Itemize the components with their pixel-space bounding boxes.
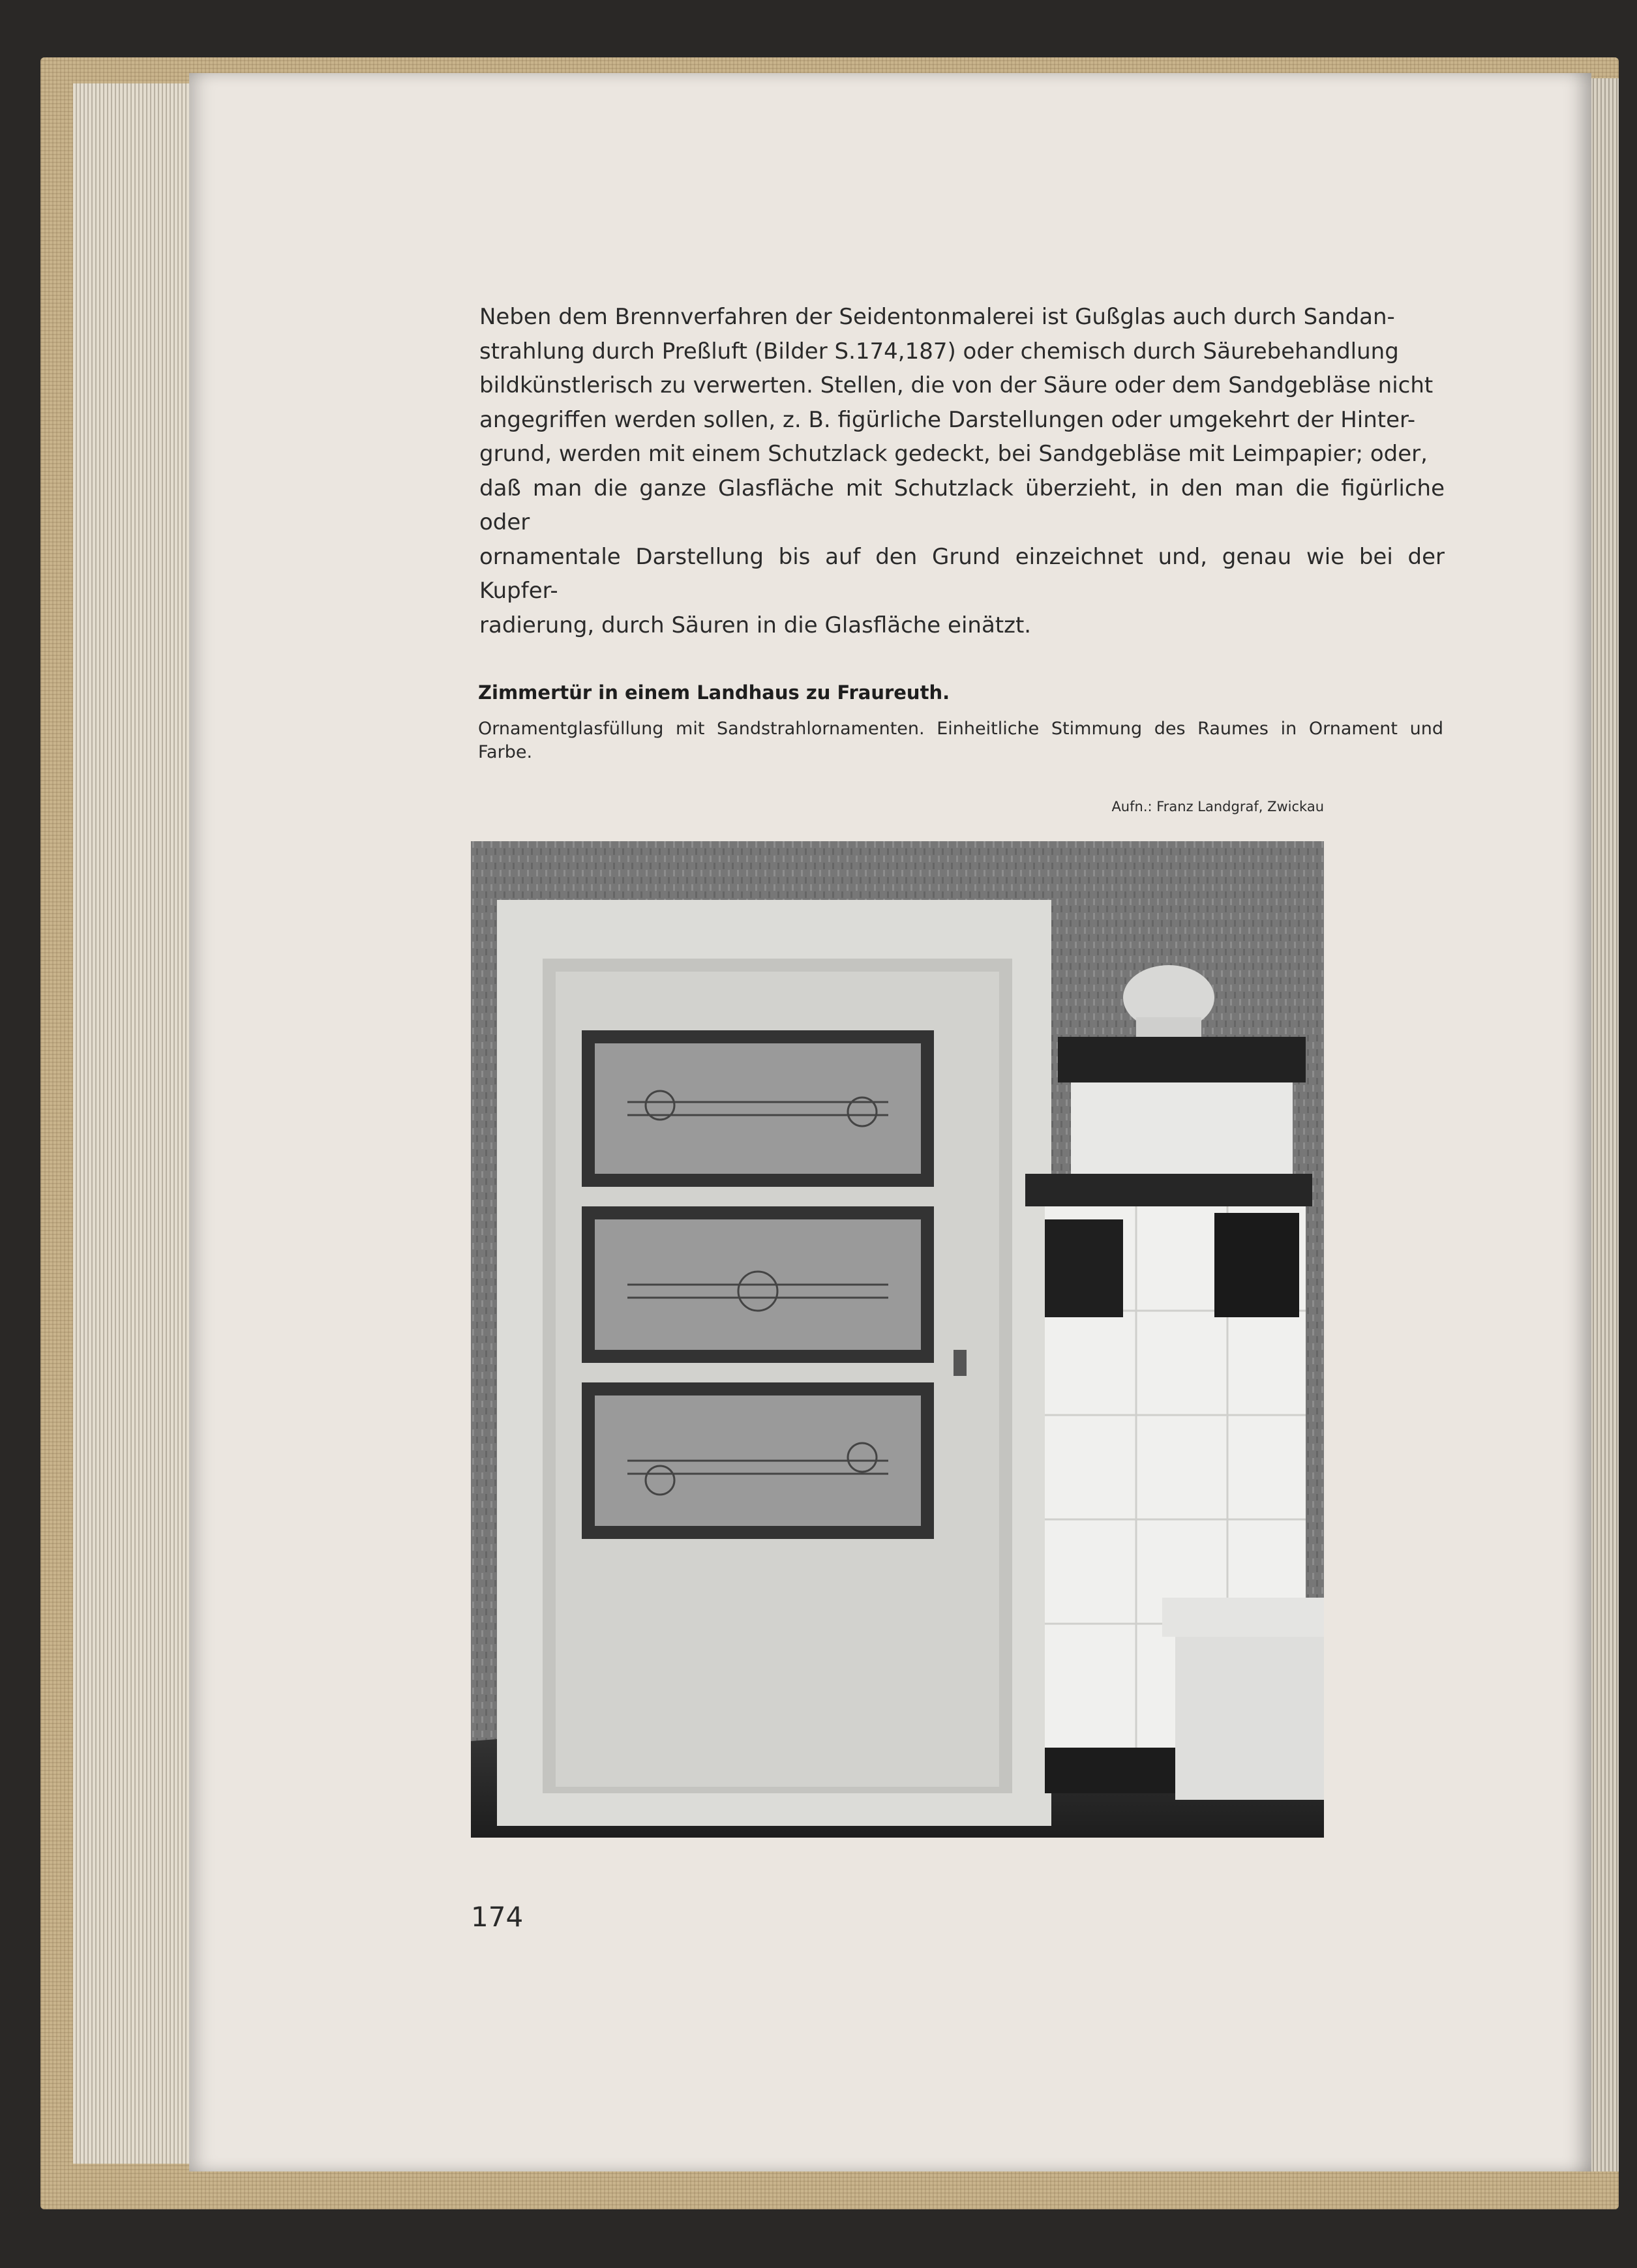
- body-line: radierung, durch Säuren in die Glasfläche einätzt.: [479, 612, 1032, 638]
- body-line: grund, werden mit einem Schutzlack gedeckt, bei Sandgebläse mit Leimpapier; oder,: [479, 441, 1428, 467]
- page-number: 174: [471, 1901, 524, 1933]
- photo-door-interior: [471, 841, 1324, 1838]
- body-line: strahlung durch Preßluft (Bilder S.174,187) oder chemisch durch Säurebehandlung: [479, 338, 1399, 365]
- body-line: angegriffen werden sollen, z. B. figürliche Darstellungen oder umgekehrt der Hinter-: [479, 406, 1416, 433]
- body-line: daß man die ganze Glasfläche mit Schutzlack überzieht, in den man die figürliche oder: [479, 475, 1445, 535]
- body-paragraph: [479, 300, 1445, 642]
- page-edges-left: [73, 83, 190, 2164]
- photo-illustration: [471, 841, 1324, 1838]
- body-line: ornamentale Darstellung bis auf den Grund einzeichnet und, genau wie bei der Kupfer-: [479, 543, 1445, 604]
- photo-credit: Aufn.: Franz Landgraf, Zwickau: [1111, 799, 1324, 814]
- body-line: bildkünstlerisch zu verwerten. Stellen, die von der Säure oder dem Sandgebläse nicht: [479, 372, 1434, 398]
- body-line: Neben dem Brennverfahren der Seidentonmalerei ist Gußglas auch durch Sandan-: [479, 304, 1395, 330]
- caption-text: Ornamentglasfüllung mit Sandstrahlornamenten. Einheitliche Stimmung des Raumes in Ornament und Farbe.: [478, 719, 1443, 762]
- caption-title: Zimmertür in einem Landhaus zu Fraureuth.: [478, 681, 950, 704]
